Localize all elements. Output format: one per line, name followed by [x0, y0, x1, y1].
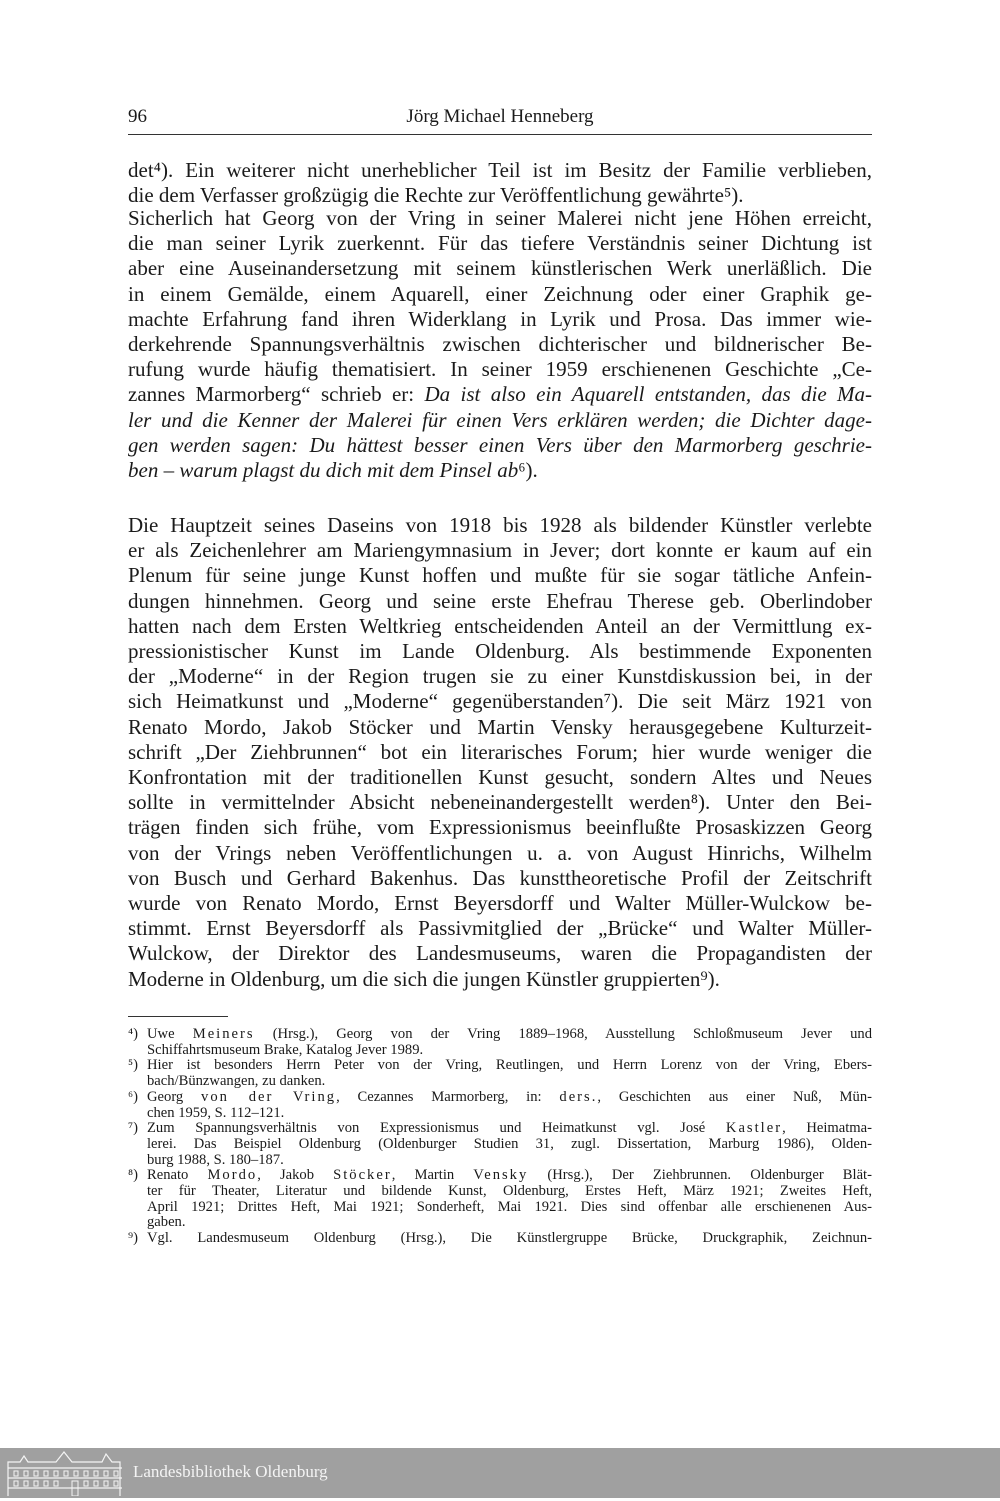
text-line [147, 1184, 872, 1200]
text-run: von der Vrings neben Veröffentlichungen u. a. von August Hinrichs, Wilhelm [128, 840, 872, 865]
text-run: von Busch und Gerhard Bakenhus. Das kunsttheoretische Profil der Zeitschrift [128, 865, 872, 890]
text-line [128, 282, 872, 307]
text-run: Uwe [147, 1026, 193, 1042]
text-line [128, 563, 872, 588]
text-run: rufung wurde häufig thematisiert. In seiner 1959 erschienenen Geschichte „Ce- [128, 357, 872, 382]
paragraph-2 [128, 206, 872, 483]
text-run: machte Erfahrung fand ihren Widerklang in Lyrik und Prosa. Das immer wie- [128, 306, 872, 331]
text-line [128, 790, 872, 815]
footnote [128, 1121, 872, 1168]
text-line [128, 382, 872, 407]
footnote-marker: ⁵) [128, 1057, 138, 1074]
text-run: derkehrende Spannungsverhältnis zwischen dichterischer und bildnerischer Be- [128, 332, 872, 357]
text-line [147, 1200, 872, 1216]
text-run: Renato [147, 1167, 208, 1184]
text-line [128, 332, 872, 357]
text-line [128, 513, 872, 538]
page-number: 96 [128, 106, 147, 127]
author-name: Vensky [473, 1167, 529, 1184]
text-line [128, 740, 872, 765]
text-line [147, 1121, 872, 1137]
text-run: er als Zeichenlehrer am Mariengymnasium in Jever; dort konnte er kaum auf ein [128, 538, 872, 563]
text-run: , Heimatma- [782, 1120, 872, 1137]
text-line [128, 158, 872, 183]
text-run: ⁶). [518, 458, 538, 483]
italic-quote: ben – warum plagst du dich mit dem Pinsel ab [128, 458, 519, 483]
text-line [147, 1153, 872, 1169]
text-line [128, 689, 872, 714]
text-run: Die Hauptzeit seines Daseins von 1918 bis 1928 als bildender Künstler verlebte [128, 513, 872, 537]
text-line [147, 1027, 872, 1043]
footnote [128, 1027, 872, 1058]
text-line [147, 1231, 872, 1247]
text-line [147, 1215, 872, 1231]
italic-quote: gen werden sagen: Du hättest besser einen Vers über den Marmorberg geschrie- [128, 432, 872, 457]
text-run: die man seiner Lyrik zuerkennt. Für das tiefere Verständnis seiner Dichtung ist [128, 231, 872, 256]
header-rule [128, 134, 872, 135]
text-run: Plenum für seine junge Kunst hoffen und mußte für sie sogar tätliche Anfein- [128, 563, 872, 588]
text-run: bach/Bünzwangen, zu danken. [147, 1073, 326, 1090]
text-run: Zum Spannungsverhältnis von Expressionismus und Heimatkunst vgl. José [147, 1120, 726, 1137]
text-run: aber eine Auseinandersetzung mit seinem künstlerischen Werk unerläßlich. Die [128, 256, 872, 281]
text-run: , Geschichten aus einer Nuß, Mün- [597, 1088, 872, 1105]
footnote-rule [128, 1016, 228, 1017]
text-run: hatten nach dem Ersten Weltkrieg entscheidenden Anteil an der Vermittlung ex- [128, 613, 872, 638]
library-building-logo-icon [6, 1450, 124, 1501]
text-line [128, 307, 872, 332]
text-run: Schiffahrtsmuseum Brake, Katalog Jever 1989. [147, 1041, 424, 1058]
footnote-marker: ⁹) [128, 1230, 138, 1247]
footnote-marker: ⁷) [128, 1120, 138, 1137]
author-name: Stöcker [333, 1167, 392, 1184]
text-run: Vgl. Landesmuseum Oldenburg (Hrsg.), Die Künstlergruppe Brücke, Druckgraphik, Zeichnun- [147, 1230, 872, 1247]
text-run: Konfrontation mit der traditionellen Kunst gesucht, sondern Altes und Neues [128, 765, 872, 790]
text-line [128, 841, 872, 866]
text-run: Georg [147, 1088, 202, 1105]
text-run: trägen finden sich frühe, vom Expressionismus beeinflußte Prosaskizzen Georg [128, 815, 872, 840]
text-run: lerei. Das Beispiel Oldenburg (Oldenburger Studien 31, zugl. Dissertation, Marburg 1986), Olden- [147, 1135, 872, 1152]
footnotes [128, 1027, 872, 1247]
text-line [128, 891, 872, 916]
text-line [128, 664, 872, 689]
text-line [147, 1058, 872, 1074]
library-footer-bar [0, 1448, 1000, 1498]
text-run: Sicherlich hat Georg von der Vring in seiner Malerei nicht jene Höhen erreicht, [128, 206, 872, 230]
text-run: gaben. [147, 1214, 186, 1231]
text-line [147, 1137, 872, 1153]
text-line [128, 357, 872, 382]
footnote-marker: ⁶) [128, 1088, 138, 1105]
paragraph-1 [128, 158, 872, 208]
text-line [147, 1043, 872, 1059]
text-line [128, 433, 872, 458]
text-run: sich Heimatkunst und „Moderne“ gegenüberstanden⁷). Die seit März 1921 von [128, 689, 872, 714]
text-run: die dem Verfasser großzügig die Rechte zur Veröffentlichung gewährte⁵). [128, 183, 744, 208]
text-line [147, 1074, 872, 1090]
running-header-author: Jörg Michael Henneberg [406, 106, 594, 127]
italic-quote: ler und die Kenner der Malerei für einen Vers erklären werden; die Dichter dage- [128, 407, 872, 432]
text-run: wurde von Renato Mordo, Ernst Beyersdorff und Walter Müller-Wulckow be- [128, 891, 872, 916]
paragraph-3 [128, 513, 872, 992]
text-line [128, 614, 872, 639]
text-line [128, 967, 872, 992]
author-name: von der Vring [201, 1088, 337, 1105]
text-run: burg 1988, S. 180–187. [147, 1151, 284, 1168]
author-name: ders. [559, 1088, 598, 1105]
footnote-marker: ⁸) [128, 1167, 138, 1184]
text-run: Wulckow, der Direktor des Landesmuseums, waren die Propagandisten der [128, 941, 872, 966]
text-line [128, 408, 872, 433]
text-run: zannes Marmorberg“ schrieb er: [128, 382, 425, 407]
author-name: Meiners [192, 1026, 255, 1042]
text-run: , Jakob [257, 1167, 334, 1184]
text-line [128, 866, 872, 891]
text-run: , Cezannes Marmorberg, in: [336, 1088, 560, 1105]
text-run: ter für Theater, Literatur und bildende Kunst, Oldenburg, Erstes Heft, März 1921; Zweites Heft, [147, 1183, 872, 1200]
italic-quote: Da ist also ein Aquarell entstanden, das die Ma- [424, 382, 872, 407]
footnote [128, 1058, 872, 1089]
footnote [128, 1231, 872, 1247]
footnote-marker: ⁴) [128, 1026, 138, 1042]
text-line [128, 231, 872, 256]
text-line [128, 183, 872, 208]
text-run: (Hrsg.), Georg von der Vring 1889–1968, Ausstellung Schloßmuseum Jever und [254, 1026, 872, 1042]
text-line [128, 815, 872, 840]
text-line [128, 206, 872, 231]
text-run: (Hrsg.), Der Ziehbrunnen. Oldenburger Blät- [528, 1167, 872, 1184]
text-run: pressionistischer Kunst im Lande Oldenburg. Als bestimmende Exponenten [128, 639, 872, 664]
author-name: Kastler [725, 1120, 783, 1137]
library-name: Landesbibliothek Oldenburg [133, 1462, 328, 1481]
text-run: det⁴). Ein weiterer nicht unerheblicher Teil ist im Besitz der Familie verblieben, [128, 158, 872, 182]
text-run: April 1921; Drittes Heft, Mai 1921; Sonderheft, Mai 1921. Dies sind offenbar alle erschienenen Aus- [147, 1198, 872, 1215]
text-run: Hier ist besonders Herrn Peter von der Vring, Reutlingen, und Herrn Lorenz von der Vring, Ebers- [147, 1057, 872, 1074]
text-line [128, 715, 872, 740]
footnote [128, 1090, 872, 1121]
text-run: der „Moderne“ in der Region trugen sie zu einer Kunstdiskussion bei, in der [128, 664, 872, 689]
text-run: Renato Mordo, Jakob Stöcker und Martin Vensky herausgegebene Kulturzeit- [128, 714, 872, 739]
text-run: in einem Gemälde, einem Aquarell, einer Zeichnung oder einer Graphik ge- [128, 281, 872, 306]
text-line [128, 639, 872, 664]
text-line [147, 1090, 872, 1106]
text-line [128, 458, 872, 483]
text-line [147, 1106, 872, 1122]
text-run: stimmt. Ernst Beyersdorff als Passivmitglied der „Brücke“ und Walter Müller- [128, 916, 872, 941]
text-run: sollte in vermittelnder Absicht nebeneinandergestellt werden⁸). Unter den Bei- [128, 790, 872, 815]
text-line [128, 916, 872, 941]
text-run: Moderne in Oldenburg, um die sich die jungen Künstler gruppierten⁹). [128, 966, 720, 991]
footnote [128, 1168, 872, 1231]
text-line [147, 1168, 872, 1184]
text-line [128, 538, 872, 563]
text-run: schrift „Der Ziehbrunnen“ bot ein literarisches Forum; hier wurde weniger die [128, 739, 872, 764]
text-run: , Martin [391, 1167, 474, 1184]
text-line [128, 256, 872, 281]
text-line [128, 765, 872, 790]
author-name: Mordo [207, 1167, 258, 1184]
text-run: chen 1959, S. 112–121. [147, 1104, 285, 1121]
text-line [128, 941, 872, 966]
text-run: dungen hinnehmen. Georg und seine erste Ehefrau Therese geb. Oberlindober [128, 588, 872, 613]
text-line [128, 589, 872, 614]
